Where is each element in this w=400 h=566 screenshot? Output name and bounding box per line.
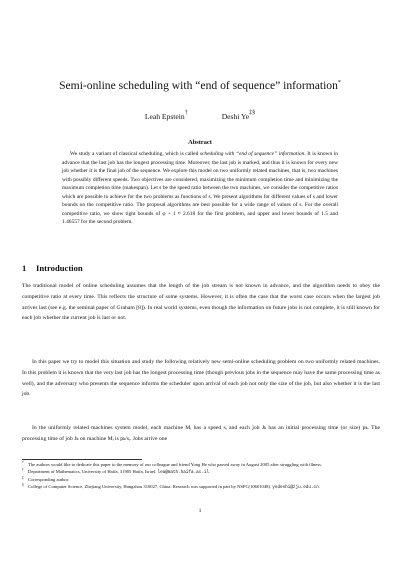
footnote-mark: † bbox=[22, 467, 24, 472]
footnote-text: The authors would like to dedicate this paper to the memory of our colleague and friend Yong He who passed away in August 2005 after struggling with illness. bbox=[28, 462, 323, 467]
intro-paragraph-2: In this paper we try to model this situation and study the following relatively new semi-online scheduling problem on two uniformly related machines. In this problem it is known that the very last job has the longest processing time (though previous jobs in the sequence may have the same processing time as well), and the adversary who presents the sequence informs the scheduler upon arrival of each job not only the size of the job, but also whether it is the last job. bbox=[22, 359, 380, 398]
footnote-epstein-affiliation bbox=[22, 468, 380, 476]
author-footnote-mark: ‡§ bbox=[249, 110, 256, 116]
footnote-mark: § bbox=[22, 482, 24, 487]
footnote-email[interactable]: lea@math.haifa.ac.il bbox=[157, 470, 210, 476]
footnote-text: Department of Mathematics, University of Haifa, 31905 Haifa, Israel. bbox=[28, 469, 158, 475]
footnote-text-end: . bbox=[318, 484, 320, 490]
author-name: Leah Epstein bbox=[144, 112, 185, 121]
section-number: 1 bbox=[22, 263, 27, 273]
footnote-corresponding bbox=[22, 476, 380, 483]
footnote-dedication bbox=[22, 461, 380, 468]
paper-title bbox=[0, 76, 400, 93]
abstract-text-1: We study a variant of classical scheduling, which is called bbox=[70, 151, 200, 157]
abstract-model-name: scheduling with “end of sequence” information bbox=[199, 151, 305, 157]
section-title: Introduction bbox=[36, 263, 83, 273]
author-epstein bbox=[145, 108, 188, 122]
author-name: Deshi Ye bbox=[221, 112, 250, 121]
author-ye bbox=[222, 108, 255, 122]
footnote-email[interactable]: yedeshi@zju.edu.cn bbox=[272, 485, 319, 491]
abstract-body bbox=[62, 150, 338, 227]
footnote-text-end: . bbox=[209, 469, 211, 475]
footnote-text: College of Computer Science, Zhejiang University, Hangzhou 310027, China. Research was supported in part by NSFC(10601048). bbox=[28, 484, 273, 490]
author-list bbox=[0, 108, 400, 122]
footnote-mark: ‡ bbox=[22, 475, 24, 480]
footnote-ye-affiliation bbox=[22, 483, 380, 491]
footnote-text: Corresponding author. bbox=[28, 477, 70, 483]
intro-paragraph-1: The traditional model of online scheduling assumes that the length of the job stream is not known in advance, and the algorithm needs to obey the competitive ratio at every time. This reflects the structure of some systems. However, it is often the case that the worst case occurs when the largest job arrives last (see e.g. the seminal paper of Graham [8]). In real world systems, even though the information on future jobs is not complete, it is still known for each job whether the current job is last or not. bbox=[22, 283, 380, 322]
footnotes bbox=[22, 461, 380, 491]
page-number: 1 bbox=[198, 508, 202, 514]
title-footnote-mark: * bbox=[337, 80, 341, 86]
section-heading bbox=[22, 263, 382, 274]
abstract-text-2: . It is known in advance that the last job has the longest processing time. Moreover, the last job is marked, and thus it is known for every new job whether it is the final job of the sequence. We explore this model on two uniformly related machines, that is, two machines with possibly different speeds. Two objectives are considered, maximizing the minimum completion time and minimizing the maximum completion time (makespan). Let s be the speed ratio between the two machines, we consider the competitive ratios which are possible to achieve for the two problems as functions of s. We present algorithms for different values of s and lower bounds on the competitive ratio. The proposal algorithms are best possible for a wide range of values of s. For the overall competitive ratio, we show tight bounds of φ + 1 ≈ 2.618 for the first problem, and upper and lower bounds of 1.5 and 1.46557 for the second problem. bbox=[62, 151, 338, 226]
author-footnote-mark: † bbox=[184, 110, 188, 116]
intro-paragraph-3: In the uniformly related machines system model, each machine Mᵢ has a speed sᵢ and each job Jₖ has an initial processing time (or size) pₖ. The processing time of job Jₖ on machine Mᵢ is pₖ/sᵢ. Jobs arrive one bbox=[22, 425, 380, 442]
paper-title-text: Semi-online scheduling with “end of sequence” information bbox=[59, 79, 338, 92]
abstract-heading: Abstract bbox=[188, 139, 212, 146]
footnote-divider bbox=[22, 459, 142, 460]
footnote-mark: * bbox=[22, 460, 24, 465]
